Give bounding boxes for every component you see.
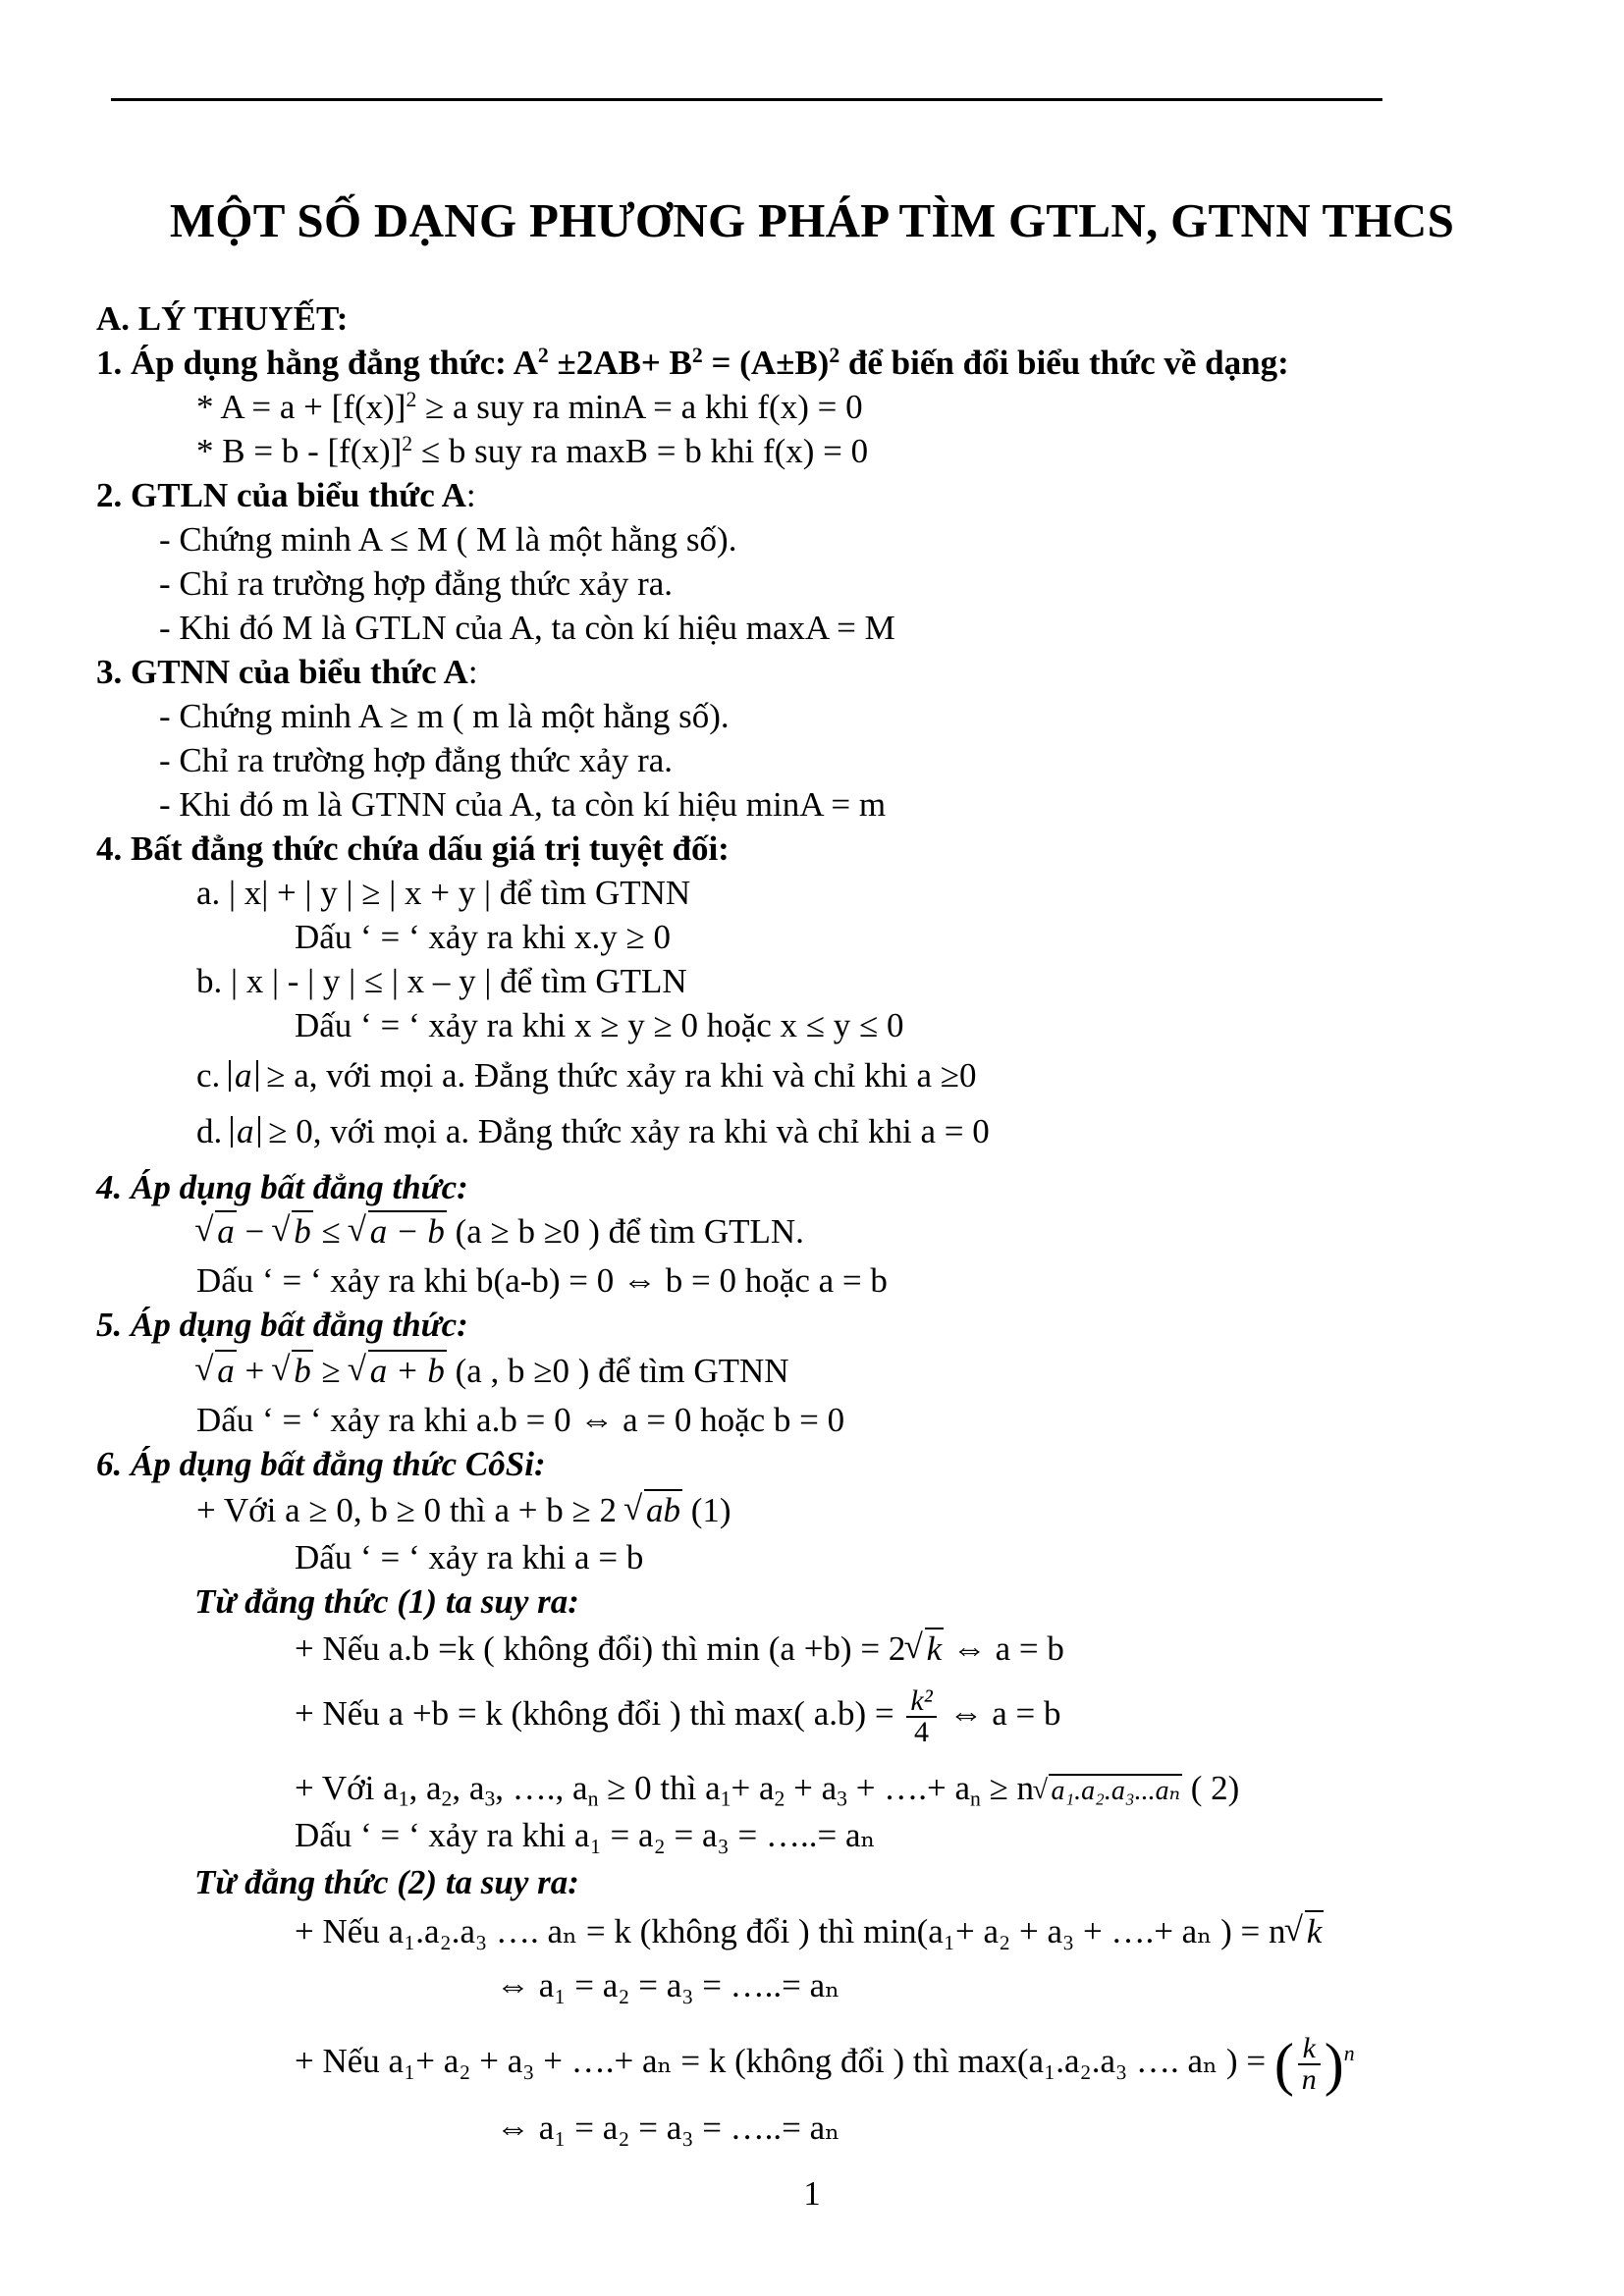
s4-item-a-note: Dấu ‘ = ‘ xảy ra khi x.y ≥ 0	[295, 918, 672, 956]
s6-derived-2-eq: ⇔ a₁ = a₂ = a₃ = …..= aₙ	[496, 2109, 840, 2147]
s4-item-a: a. | x| + | y | ≥ | x + y | để tìm GTNN	[196, 874, 691, 912]
s2-line-2: - Chỉ ra trường hợp đẳng thức xảy ra.	[159, 564, 674, 603]
s6-from-1: Từ đẳng thức (1) ta suy ra:	[194, 1582, 579, 1621]
page-number: 1	[803, 2174, 821, 2213]
s1-line-1: * $A = a + [f(x)]^2 \ge a$ suy ra minA = a khi f(x) = 0	[196, 388, 863, 426]
fraction-k-n: $\frac{k}{n}$	[1298, 2034, 1321, 2095]
s6-rule-3-note: Dấu ‘ = ‘ xảy ra khi a₁ = a₂ = a₃ = …..= aₙ	[295, 1816, 876, 1854]
page-title: MỘT SỐ DẠNG PHƯƠNG PHÁP TÌM GTLN, GTNN THCS	[169, 193, 1455, 247]
s4-heading: 4. Bất đẳng thức chứa dấu giá trị tuyệt đối:	[96, 829, 730, 868]
s4b-note: Dấu ‘ = ‘ xảy ra khi b(a-b) = 0 ⇔ b = 0 hoặc a = b	[196, 1261, 888, 1300]
s4-item-d: d. a ≥ 0, với mọi a. Đẳng thức xảy ra khi và chỉ khi a = 0	[196, 1112, 990, 1150]
s3-line-2: - Chỉ ra trường hợp đẳng thức xảy ra.	[159, 741, 674, 779]
s1-heading: 1. Áp dụng hằng đẳng thức: $A^2 \pm 2AB+ B^2 = (A\pm B)^2$ để biến đổi biểu thức về dạng:	[96, 344, 1289, 382]
s6-line-1-note: Dấu ‘ = ‘ xảy ra khi a = b	[295, 1538, 644, 1576]
s2-line-1: - Chứng minh A ≤ M ( M là một hằng số).	[159, 520, 737, 559]
s5-note: Dấu ‘ = ‘ xảy ra khi a.b = 0 ⇔ a = 0 hoặc b = 0	[196, 1401, 845, 1439]
s6-rule-3: + Với $a_1$, $a_2$, $a_3$, …., $a_n \ge 0$ thì $a_1+ a_2 + a_3$ + ….+ $a_n \ge n√$ a₁.a₂.a₃...aₙ ( 2)	[295, 1771, 1239, 1805]
s6-derived-1: + Nếu a₁.a₂.a₃ …. aₙ = k (không đổi ) thì min(a₁+ a₂ + a₃ + ….+ aₙ ) = n√ k	[295, 1914, 1324, 1949]
top-rule	[111, 98, 1382, 101]
s5-formula: √ a + √ b ≥ √ a + b (a , b ≥0 ) để tìm GTNN	[196, 1354, 789, 1388]
s6-rule-1: + Nếu a.b =k ( không đổi) thì min (a +b) = 2√ k ⇔ a = b	[295, 1631, 1064, 1666]
s4-item-c: c. a ≥ a, với mọi a. Đẳng thức xảy ra khi và chỉ khi a ≥0	[196, 1056, 977, 1095]
s1-line-2: * $B = b - [f(x)]^2 \le b$ suy ra maxB = b khi f(x) = 0	[196, 432, 869, 470]
s4b-formula: √ a − √ b ≤ √ a − b (a ≥ b ≥0 ) để tìm GTLN.	[196, 1214, 804, 1249]
s6-rule-2: + Nếu a +b = k (không đổi ) thì max( a.b) = $\frac{\text{k²}}{4}$ ⇔ a = b	[295, 1684, 1061, 1748]
s4b-heading: 4. Áp dụng bất đẳng thức:	[96, 1168, 468, 1206]
s3-line-1: - Chứng minh A ≥ m ( m là một hằng số).	[159, 697, 730, 735]
s6-heading: 6. Áp dụng bất đẳng thức CôSi:	[96, 1445, 546, 1483]
s6-from-2: Từ đẳng thức (2) ta suy ra:	[194, 1863, 579, 1901]
s6-line-1: + Với a ≥ 0, b ≥ 0 thì a + b ≥ 2 √ ab (1)	[196, 1493, 731, 1527]
s2-heading: 2. GTLN của biểu thức A:	[96, 476, 476, 514]
s5-heading: 5. Áp dụng bất đẳng thức:	[96, 1306, 468, 1344]
s2-line-3: - Khi đó M là GTLN của A, ta còn kí hiệu maxA = M	[159, 609, 895, 647]
s6-derived-1-eq: ⇔ a₁ = a₂ = a₃ = …..= aₙ	[496, 1966, 840, 2004]
s3-heading: 3. GTNN của biểu thức A:	[96, 653, 478, 691]
fraction-k2-4: $\frac{\text{k²}}{4}$	[906, 1686, 936, 1747]
s4-item-b-note: Dấu ‘ = ‘ xảy ra khi x ≥ y ≥ 0 hoặc x ≤ y ≤ 0	[295, 1006, 904, 1044]
s6-derived-2: + Nếu a₁+ a₂ + a₃ + ….+ aₙ = k (không đổi ) thì max(a₁.a₂.a₃ …. aₙ ) = ( $\frac{k}{n}$ )$^n$	[295, 2032, 1355, 2097]
section-a-heading: A. LÝ THUYẾT:	[96, 299, 349, 338]
s3-line-3: - Khi đó m là GTNN của A, ta còn kí hiệu minA = m	[159, 785, 887, 824]
s4-item-b: b. | x | - | y | ≤ | x – y | để tìm GTLN	[196, 962, 687, 1000]
